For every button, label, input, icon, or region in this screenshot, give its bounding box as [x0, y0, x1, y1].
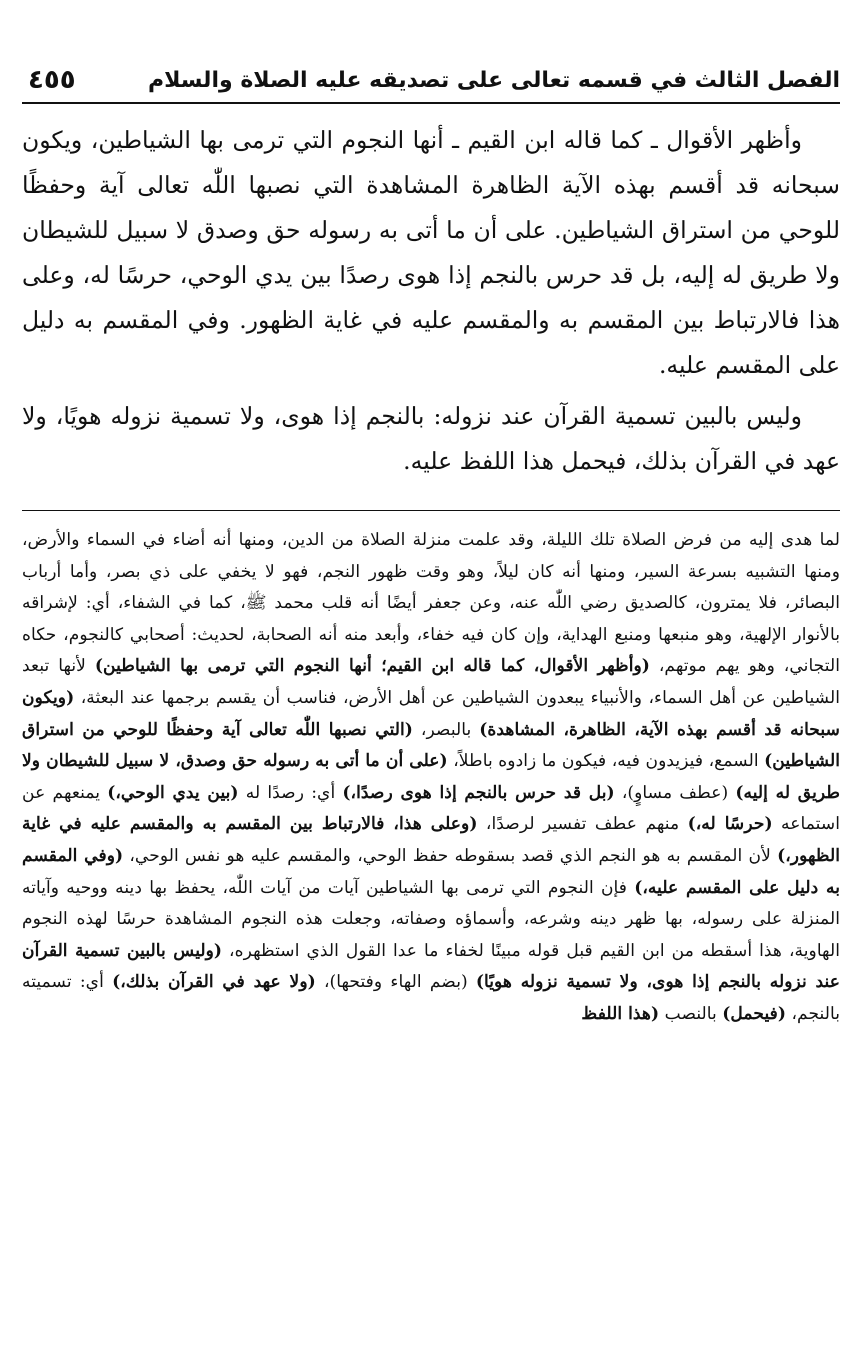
book-page	[22, 58, 840, 1338]
quoted-text-segment: (حرسًا له،)	[687, 814, 773, 835]
commentary-segment: بالنصب	[659, 1003, 723, 1024]
main-text	[22, 118, 840, 484]
commentary-segment: أي: تسميته بالنجم،	[22, 972, 840, 1024]
commentary-segment: منهم عطف تفسير لرصدًا،	[477, 814, 688, 835]
commentary-segment: لأن المقسم به هو النجم الذي قصد بسقوطه حفظ الوحي، والمقسم عليه هو نفس الوحي،	[123, 845, 778, 866]
quoted-text-segment: (وأظهر الأقوال، كما قاله ابن القيم؛ أنها النجوم التي ترمى بها الشياطين)	[94, 656, 650, 677]
quoted-text-segment: (وعلى هذا، فالارتباط بين المقسم به والمقسم عليه في غاية الظهور،)	[22, 814, 840, 866]
commentary	[22, 525, 840, 1031]
commentary-segment: (عطف مساوٍ)،	[614, 782, 736, 803]
commentary-paragraph	[22, 525, 840, 1031]
quoted-text-segment: (بين يدي الوحي،)	[107, 782, 239, 803]
main-paragraph: وليس بالبين تسمية القرآن عند نزوله: بالنجم إذا هوى، ولا تسمية نزوله هويًا، ولا عهد في القرآن بذلك، فيحمل هذا اللفظ عليه.	[22, 402, 840, 475]
quoted-text-segment: (وليس بالبين تسمية القرآن عند نزوله بالنجم إذا هوى، ولا تسمية نزوله هويًا)	[22, 940, 840, 993]
commentary-segment: فإن النجوم التي ترمى بها الشياطين آيات من آيات اللّٰه، يحفظ بها دينه ووحيه وآياته المنزلة على رسوله، بها ظهر دينه وشرعه، وأسماؤه وصفاته، وجعلت هذه النجوم المشاهدة حرسًا لهذه النجوم الهاوية، هذا أسقطه من ابن القيم قبل قوله مبينًا لخفاء ما عدا القول الذي استظهره،	[22, 877, 840, 961]
commentary-segment: يمنعهم عن استماعه	[22, 782, 841, 835]
commentary-segment: لما هدى إليه من فرض الصلاة تلك الليلة، وقد علمت منزلة الصلاة من الدين، ومنها أنه أضاء في السماء والأرض، ومنها التشبيه بسرعة السير، ومنها أنه كان ليلاً، وهو وقت ظهور النجم، فهو لا يخفي على ذي بصر، وأما أرباب البصائر، فلا يمترون، كالصديق رضي اللّٰه عنه، وعن جعفر أيضًا أنه قلب محمد ﷺ، كما في الشفاء، أي: لإشراقه بالأنوار الإلهية، وهو منبعها ومنبع الهداية، وإن كان فيه خفاء، وأبعد منه أنه الصحابة، لحديث: أصحابي كالنجوم، حكاه التجاني، وهو يهم موتهم،	[22, 530, 840, 677]
quoted-text-segment: (ويكون سبحانه قد أقسم بهذه الآية، الظاهرة، المشاهدة)	[22, 687, 840, 740]
running-header	[22, 58, 840, 104]
page-number: ٤٥٥	[28, 65, 76, 95]
footnote-separator	[22, 510, 840, 511]
quoted-text-segment: (فيحمل)	[722, 1003, 786, 1024]
commentary-segment: لأنها تبعد الشياطين عن أهل السماء، والأنبياء يبعدون الشياطين عن أهل الأرض، فناسب أن يقسم برجمها عند البعثة،	[22, 656, 840, 708]
commentary-segment: السمع، فيزيدون فيه، فيكون ما زادوه باطلاً،	[447, 751, 765, 772]
quoted-text-segment: (بل قد حرس بالنجم إذا هوى رصدًا،)	[342, 782, 615, 803]
quoted-text-segment: (وفي المقسم به دليل على المقسم عليه،)	[22, 845, 840, 898]
quoted-text-segment: (على أن ما أتى به رسوله حق وصدق، لا سبيل للشيطان ولا طريق له إليه)	[22, 751, 841, 803]
quoted-text-segment: (التي نصبها اللّٰه تعالى آية وحفظًا للوحي من استراق الشياطين)	[22, 719, 840, 772]
quoted-text-segment: (هذا اللفظ	[581, 1003, 660, 1024]
quoted-text-segment: (ولا عهد في القرآن بذلك،)	[112, 972, 316, 993]
chapter-title: الفصل الثالث في قسمه تعالى على تصديقه عليه الصلاة والسلام	[147, 67, 840, 93]
main-paragraph: وأظهر الأقوال ـ كما قاله ابن القيم ـ أنها النجوم التي ترمى بها الشياطين، ويكون سبحانه قد أقسم بهذه الآية الظاهرة المشاهدة التي نصبها اللّٰه تعالى آية وحفظًا للوحي من استراق الشياطين. على أن ما أتى به رسوله حق وصدق لا سبيل للشيطان ولا طريق له إليه، بل قد حرس بالنجم إذا هوى رصدًا بين يدي الوحي، حرسًا له، وعلى هذا فالارتباط بين المقسم به والمقسم عليه في غاية الظهور. وفي المقسم به دليل على المقسم عليه.	[22, 126, 840, 379]
commentary-segment: (بضم الهاء وفتحها)،	[315, 972, 476, 993]
commentary-segment: أي: رصدًا له	[238, 782, 343, 803]
commentary-segment: بالبصر،	[412, 719, 480, 740]
